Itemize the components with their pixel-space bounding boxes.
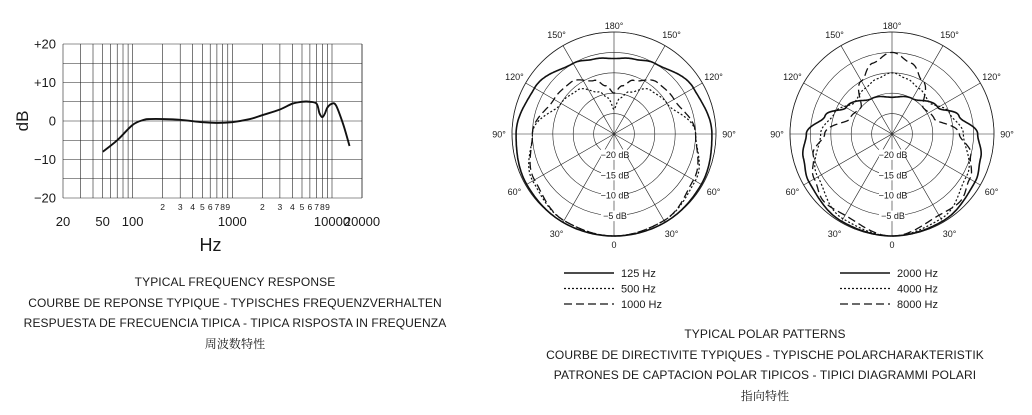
db-label: −5 dB [881, 211, 905, 222]
x-tick-label: 10000 [313, 214, 351, 229]
angle-label: 90° [770, 129, 784, 140]
angle-label: 60° [785, 187, 800, 197]
y-axis-label: dB [13, 110, 32, 132]
x-tick-label: 100 [121, 214, 144, 229]
angle-label: 120° [783, 72, 802, 82]
angle-label: 30° [827, 229, 842, 240]
x-tick-label: 20 [55, 214, 71, 229]
y-tick-label: +20 [33, 36, 56, 52]
polar-caption [520, 324, 1010, 406]
angle-label: 90° [492, 129, 506, 140]
x-minor-tick-label: 6 [307, 202, 313, 212]
x-minor-tick-label: 9 [225, 202, 231, 212]
y-tick-label: +10 [33, 75, 56, 90]
x-axis-label: Hz [199, 235, 222, 255]
db-label: −15 dB [600, 170, 630, 181]
angle-label: 180° [604, 21, 624, 31]
x-minor-tick-label: 8 [220, 202, 226, 212]
x-tick-label: 50 [95, 214, 110, 229]
db-label: −10 dB [600, 190, 630, 201]
series-line [103, 102, 350, 152]
legend-label: 8000 Hz [897, 299, 938, 311]
db-label: −15 dB [878, 170, 908, 181]
db-label: −5 dB [603, 211, 627, 222]
x-minor-tick-label: 6 [207, 202, 213, 212]
polar-chart-high [770, 21, 1014, 250]
x-minor-tick-label: 3 [277, 202, 283, 212]
x-tick-label: 20000 [343, 214, 381, 229]
angle-label: 120° [505, 72, 524, 82]
caption-line: 周波数特性 [204, 336, 266, 351]
polar-spoke [614, 83, 702, 134]
angle-label: 30° [942, 229, 957, 240]
x-minor-tick-label: 7 [214, 202, 220, 212]
angle-label: 90° [1000, 129, 1014, 140]
x-minor-tick-label: 5 [199, 202, 205, 212]
angle-label: 0 [611, 240, 617, 250]
x-minor-tick-label: 3 [177, 202, 183, 212]
x-minor-tick-label: 2 [160, 202, 166, 212]
x-minor-tick-label: 9 [325, 202, 330, 212]
caption-line: COURBE DE REPONSE TYPIQUE - TYPISCHES FREQUENZVERHALTEN [28, 295, 442, 310]
polar-spoke [892, 46, 943, 134]
polar-chart-low [492, 21, 736, 250]
legend-label: 500 Hz [621, 283, 656, 296]
x-minor-tick-label: 4 [190, 202, 196, 212]
x-minor-tick-label: 4 [289, 202, 295, 212]
legend-label: 2000 Hz [897, 268, 938, 280]
y-tick-label: −10 [33, 152, 56, 167]
frequency-caption [0, 272, 470, 354]
caption-line: PATRONES DE CAPTACION POLAR TIPICOS - TIPICI DIAGRAMMI POLARI [553, 368, 977, 382]
angle-label: 150° [940, 29, 959, 40]
legend-high [840, 268, 938, 311]
x-minor-tick-label: 8 [319, 202, 325, 212]
angle-label: 0 [889, 240, 895, 250]
caption-line: RESPUESTA DE FRECUENCIA TIPICA - TIPICA RISPOSTA IN FREQUENZA [23, 316, 447, 330]
caption-line: TYPICAL POLAR PATTERNS [684, 327, 846, 341]
angle-label: 120° [704, 72, 723, 82]
angle-label: 60° [706, 187, 721, 197]
angle-label: 60° [507, 187, 522, 197]
polar-spoke [892, 83, 980, 134]
caption-line: COURBE DE DIRECTIVITE TYPIQUES - TYPISCHE POLARCHARAKTERISTIK [546, 347, 984, 362]
x-minor-tick-label: 7 [314, 202, 319, 212]
angle-label: 150° [662, 29, 681, 40]
angle-label: 120° [982, 72, 1001, 82]
polar-spoke [526, 83, 614, 134]
angle-label: 90° [722, 129, 736, 140]
x-minor-tick-label: 2 [259, 202, 265, 212]
frequency-response-chart [13, 37, 380, 256]
y-tick-label: 0 [48, 113, 56, 129]
legend-low [564, 268, 662, 311]
db-label: −10 dB [878, 190, 908, 201]
legend-label: 125 Hz [621, 268, 656, 280]
legend-label: 4000 Hz [897, 283, 938, 296]
legend-label: 1000 Hz [621, 299, 662, 311]
angle-label: 180° [882, 21, 902, 31]
x-minor-tick-label: 5 [299, 202, 305, 212]
db-label: −20 dB [878, 149, 908, 160]
angle-label: 150° [547, 29, 566, 40]
db-label: −20 dB [600, 149, 630, 160]
polar-spoke [804, 83, 892, 134]
y-tick-label: −20 [33, 190, 56, 206]
angle-label: 30° [549, 229, 564, 240]
caption-line: 指向特性 [740, 388, 790, 403]
x-tick-label: 1000 [217, 214, 247, 229]
angle-label: 150° [825, 29, 844, 40]
angle-label: 60° [984, 187, 999, 197]
angle-label: 30° [664, 229, 679, 240]
caption-line: TYPICAL FREQUENCY RESPONSE [134, 275, 336, 289]
